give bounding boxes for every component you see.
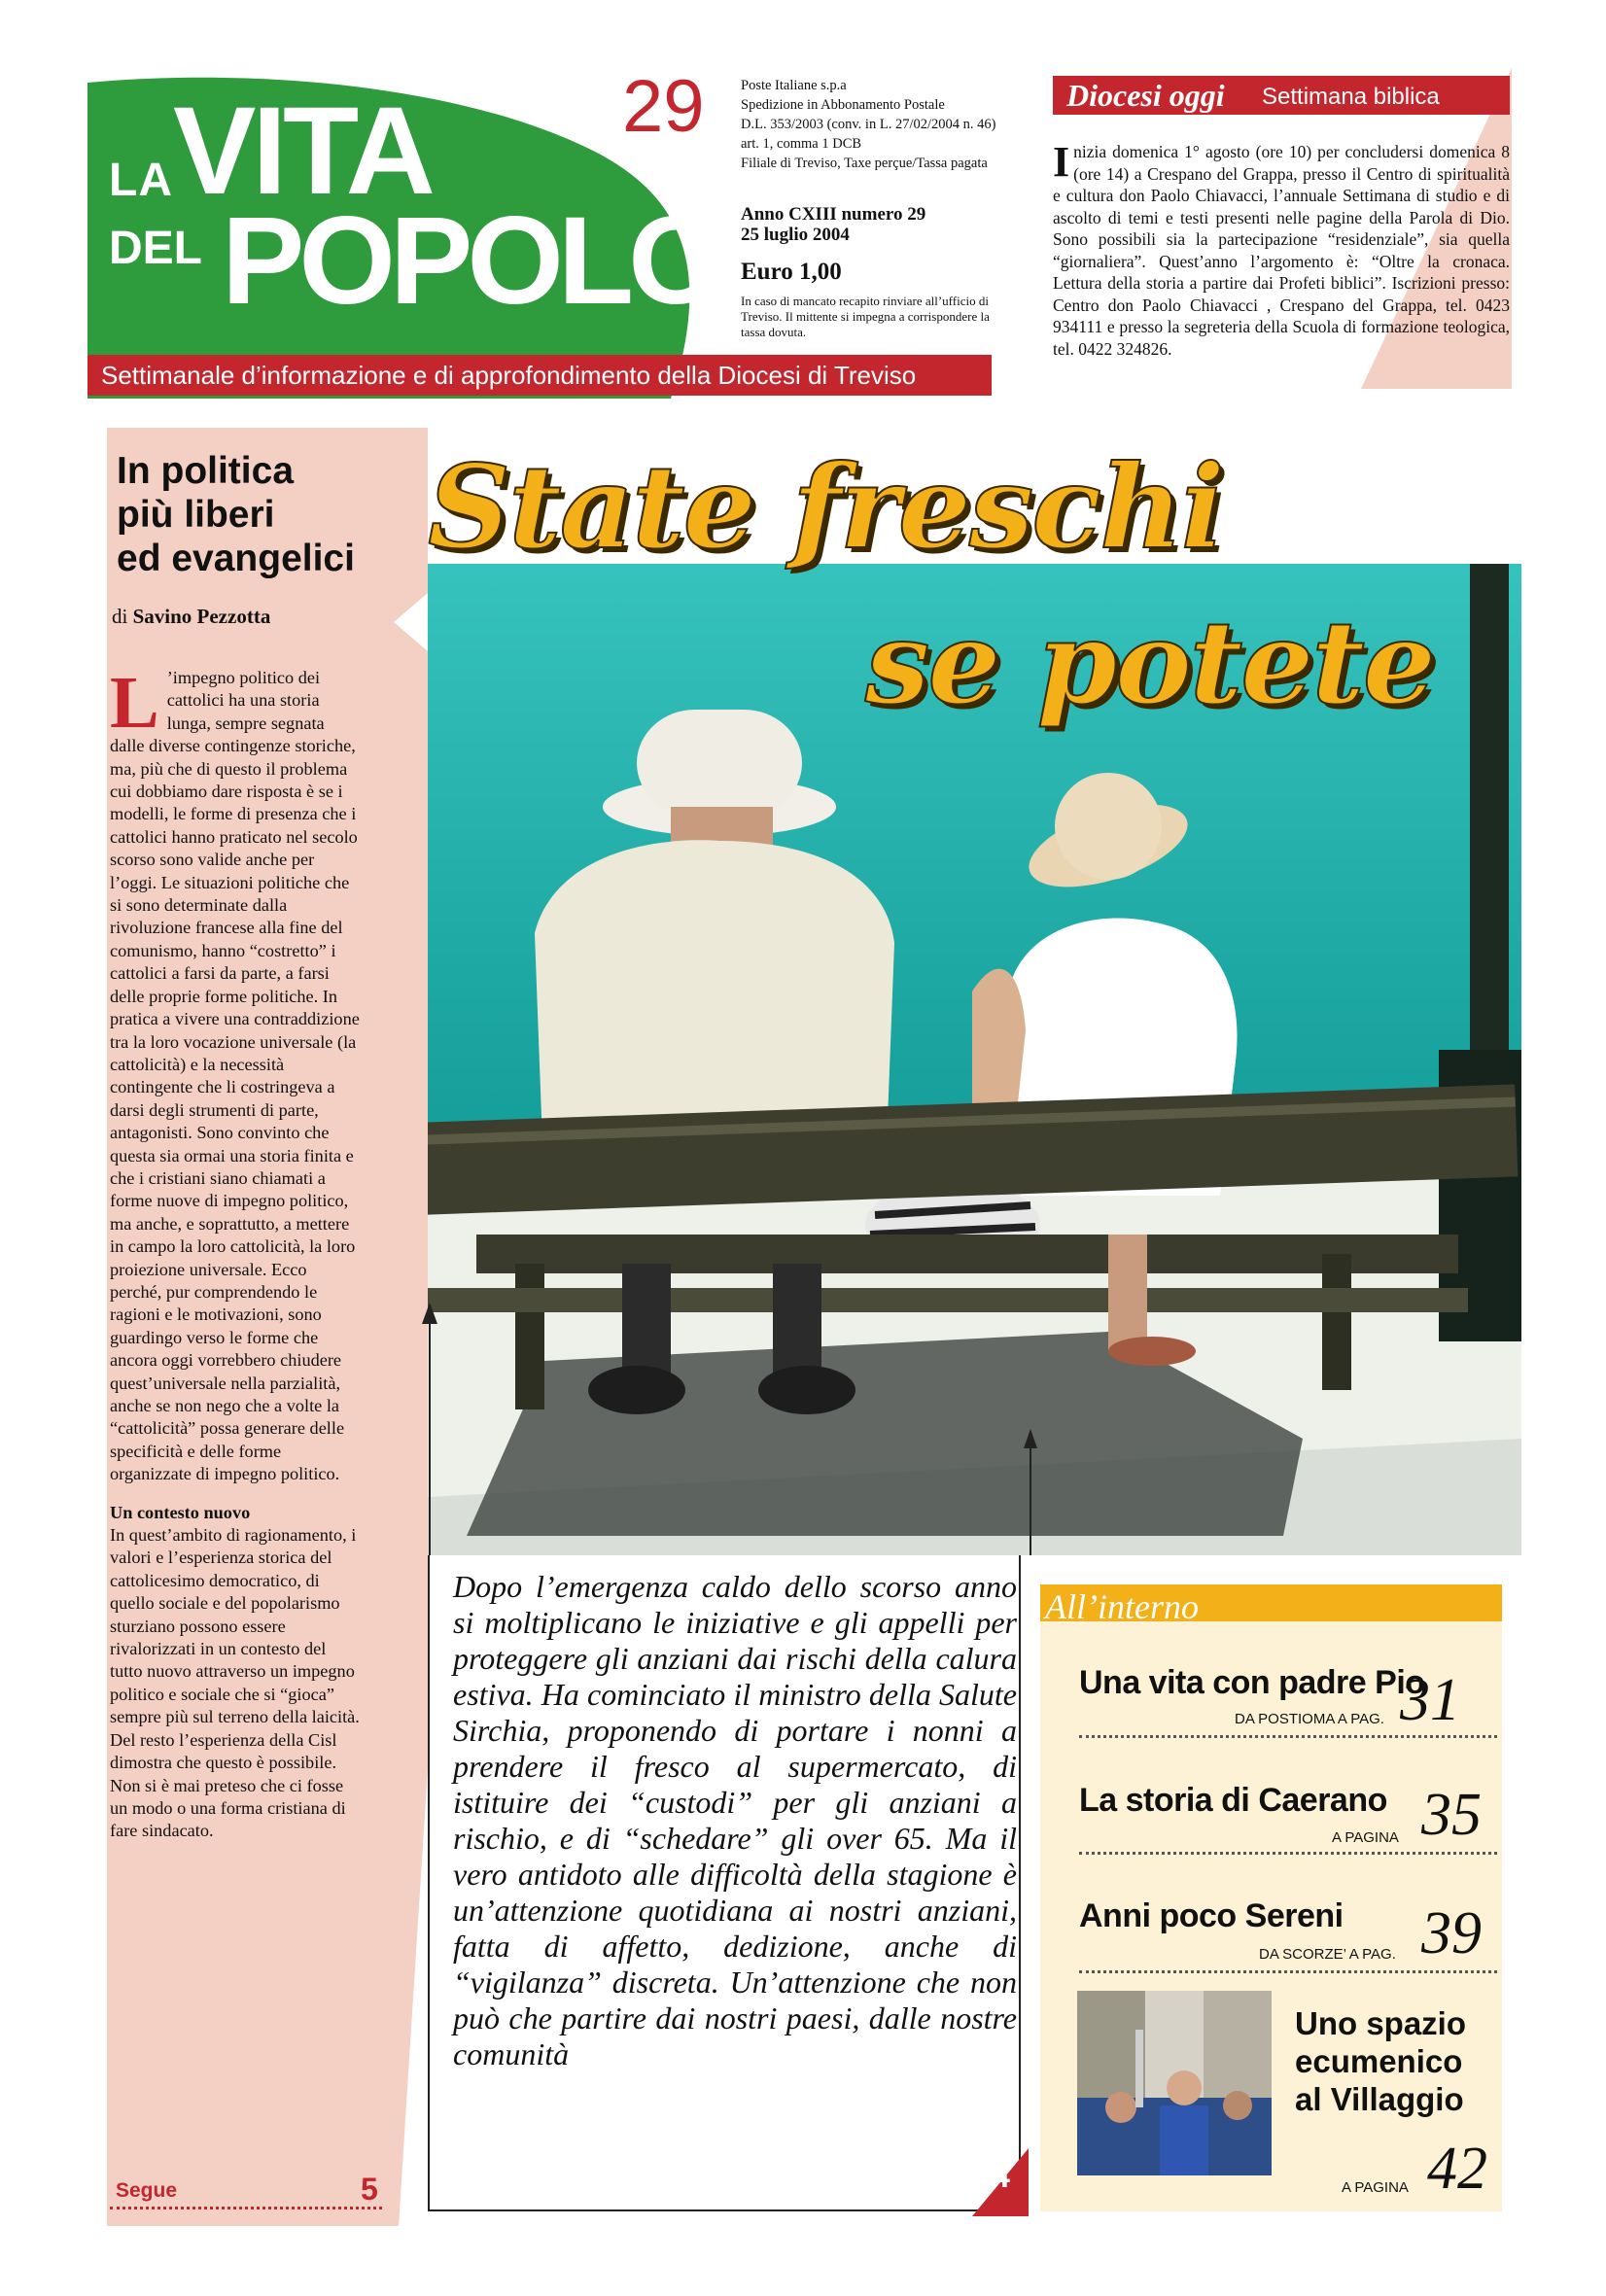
arrow-up-icon bbox=[1021, 1429, 1040, 1555]
interno-item-sub: A PAGINA bbox=[1342, 2179, 1409, 2196]
interno-item-sub: DA POSTIOMA A PAG. bbox=[1235, 1711, 1384, 1727]
logo-popolo: POPOLO bbox=[222, 191, 719, 330]
interno-item-title-line: al Villaggio bbox=[1295, 2081, 1464, 2117]
interno-separator bbox=[1079, 1970, 1497, 1973]
interno-title: All’interno bbox=[1045, 1587, 1199, 1626]
logo-la: LA bbox=[109, 155, 173, 206]
diocesi-label: Diocesi oggi bbox=[1066, 78, 1225, 113]
segue-page: 5 bbox=[361, 2172, 378, 2207]
main-headline-line-2: se potete bbox=[865, 595, 1434, 730]
masthead-tagline: Settimanale d’informazione e di approfondimento della Diocesi di Treviso bbox=[87, 355, 992, 396]
diocesi-dropcap: I bbox=[1053, 138, 1070, 186]
interno-photo-runners bbox=[1077, 1991, 1272, 2175]
left-dropcap: L bbox=[110, 662, 159, 744]
headline-line: più liberi bbox=[117, 494, 275, 536]
interno-item-page[interactable]: 35 bbox=[1421, 1782, 1482, 1848]
diocesi-subtitle: Settimana biblica bbox=[1262, 84, 1440, 110]
left-body-text-2: In quest’ambito di ragionamento, i valori e l’esperienza storica del cattolicesimo democratico, di quello sociale e del popolarismo sturziano possono essere rivalorizzati in un contesto del tutto nuovo attraverso un impegno politico e sociale che si “gioca” sempre più sul terreno della laicità. Del resto l’esperienza della Cisl dimostra che questo è possibile. Non si è mai preteso che ci fosse un modo o una forma cristiana di fare sindacato. bbox=[110, 1525, 360, 1841]
interno-item-page[interactable]: 39 bbox=[1421, 1900, 1482, 1966]
interno-item-page[interactable]: 42 bbox=[1427, 2136, 1487, 2202]
interno-separator bbox=[1079, 1735, 1497, 1738]
interno-item-sub: DA SCORZE’ A PAG. bbox=[1259, 1946, 1396, 1963]
issue-anno: Anno CXIII numero 29 bbox=[741, 204, 926, 225]
lead-page-number[interactable]: 4 bbox=[992, 2158, 1010, 2195]
logo-vita: VITA bbox=[173, 82, 433, 221]
byline-author: Savino Pezzotta bbox=[132, 605, 271, 628]
logo-del: DEL bbox=[109, 223, 202, 274]
diocesi-body: nizia domenica 1° agosto (ore 10) per concludersi domenica 8 (ore 14) a Crespano del Grappa, presso il Centro di spiritualità e cultura don Paolo Chiavacci, l’annuale Settimana di studio e di ascolto di temi e testi presenti nelle pagine della Parola di Dio. Sono possibili sia la partecipazione “residenziale”, sia quella “giornaliera”. Quest’anno l’argomento è: “Oltre la cronaca. Lettura della storia a partire dai Profeti biblici”. Iscrizioni presso: Centro don Paolo Chiavacci , Crespano del Grappa, tel. 0423 934111 e presso la segreteria della Scuola di formazione teologica, tel. 0422 324826. bbox=[1053, 142, 1510, 359]
postal-line: D.L. 353/2003 (conv. in L. 27/02/2004 n. 46) bbox=[741, 117, 996, 132]
interno-item-title-line: ecumenico bbox=[1295, 2043, 1463, 2079]
postal-info bbox=[741, 76, 1032, 173]
interno-item-title-line: Uno spazio bbox=[1295, 2005, 1467, 2041]
byline-prefix: di bbox=[112, 605, 128, 628]
issue-number: 29 bbox=[622, 65, 705, 148]
interno-item-title-multiline[interactable] bbox=[1295, 2004, 1466, 2118]
left-subhead: Un contesto nuovo bbox=[110, 1502, 251, 1522]
interno-separator bbox=[1079, 1852, 1497, 1855]
postal-line: art. 1, comma 1 DCB bbox=[741, 136, 862, 152]
issue-price: Euro 1,00 bbox=[741, 259, 842, 285]
issue-date: 25 luglio 2004 bbox=[741, 225, 850, 245]
left-article-headline bbox=[117, 449, 428, 580]
postal-line: Poste Italiane s.p.a bbox=[741, 78, 847, 93]
segue-label: Segue bbox=[116, 2179, 178, 2202]
interno-item-title[interactable]: Anni poco Sereni bbox=[1079, 1897, 1344, 1934]
main-headline-line-1: State freschi bbox=[428, 439, 1223, 574]
headline-line: ed evangelici bbox=[117, 538, 355, 579]
lead-text: Dopo l’emergenza caldo dello scorso anno si moltiplicano le iniziative e gli appelli per proteggere gli anziani dai rischi della calura estiva. Ha cominciato il ministro della Salute Sirchia, proponendo di portare i nonni a prendere il fresco al supermercato, di istituire dei “custodi” per gli anziani a rischio, e di “schedare” gli over 65. Ma il vero antidoto alle difficoltà della stagione è un’attenzione quotidiana ai nostri anziani, fatta di affetto, dedizione, anche di “vigilanza” discreta. Un’attenzione che non può che partire dai nostri paesi, dalle nostre comunità bbox=[453, 1569, 1017, 2071]
diocesi-article bbox=[1053, 138, 1510, 360]
left-body-text: ’impegno politico dei cattolici ha una storia lunga, sempre segnata dalle diverse contingenze storiche, ma, più che di questo il problema cui dobbiamo dare risposta è se i modelli, le forme di presenza che i cattolici hanno praticato nel secolo scorso sono valide anche per l’oggi. Le situazioni politiche che si sono determinate dalla rivoluzione francese alla fine del comunismo, hanno “costretto” i cattolici a farsi da parte, a farsi delle proprie forme politiche. In pratica a vivere una contraddizione tra la loro vocazione universale (la cattolicità) e la necessità contingente che li costringeva a darsi degli strumenti di parte, antagonisti. Sono convinto che questa sia ormai una storia finita e che i cristiani siano chiamati a forme nuove di impegno politico, ma anche, e soprattutto, a mettere in campo la loro cattolicità, la loro proiezione universale. Ecco perché, pur comprendendo le ragioni e le motivazioni, sono guardingo verso le forme che ancora oggi vorrebbero chiudere quest’universale nella parzialità, anche se non nego che a volte la “cattolicità” possa generare delle specificità e delle forme organizzate di impegno politico. bbox=[110, 668, 360, 1484]
postal-line: Filiale di Treviso, Taxe perçue/Tassa pagata bbox=[741, 156, 988, 171]
left-article-byline bbox=[112, 605, 270, 629]
interno-item-sub: A PAGINA bbox=[1332, 1829, 1399, 1846]
interno-item-title[interactable]: La storia di Caerano bbox=[1079, 1782, 1387, 1819]
left-article-body bbox=[110, 662, 361, 1843]
diocesi-header-bar bbox=[1053, 76, 1510, 115]
issue-info bbox=[741, 204, 925, 245]
headline-line: In politica bbox=[117, 450, 295, 492]
postal-notice: In caso di mancato recapito rinviare all’ufficio di Treviso. Il mittente si impegna a corrispondere la tassa dovuta. bbox=[741, 294, 990, 339]
interno-item-page[interactable]: 31 bbox=[1400, 1667, 1460, 1733]
interno-item-title[interactable]: Una vita con padre Pio bbox=[1079, 1664, 1425, 1701]
postal-line: Spedizione in Abbonamento Postale bbox=[741, 97, 945, 113]
segue-link[interactable] bbox=[110, 2172, 382, 2209]
